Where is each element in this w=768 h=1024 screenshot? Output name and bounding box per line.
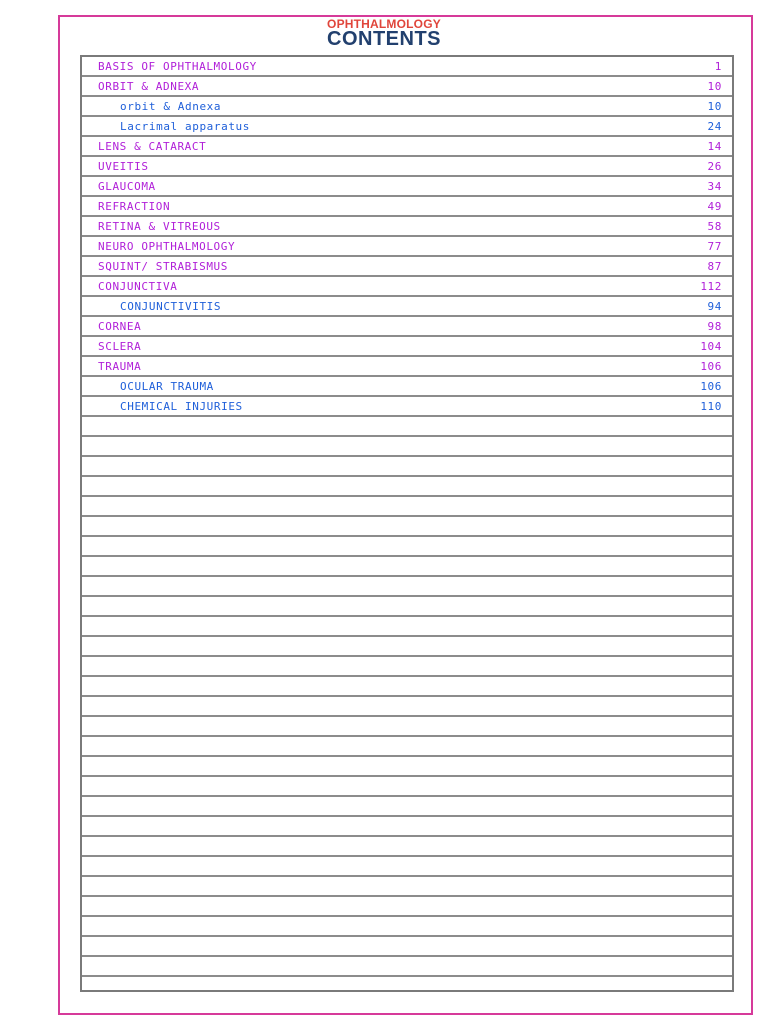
entry-page-number: 10	[707, 100, 722, 113]
contents-chapter-row	[82, 57, 732, 77]
contents-chapter-row	[82, 157, 732, 177]
entry-title: UVEITIS	[98, 160, 149, 173]
entry-title: CHEMICAL INJURIES	[120, 400, 243, 413]
contents-chapter-row	[82, 257, 732, 277]
entry-title: REFRACTION	[98, 200, 171, 213]
contents-chapter-row	[82, 277, 732, 297]
entry-title: CORNEA	[98, 320, 142, 333]
contents-subtopic-row	[82, 377, 732, 397]
entry-title: CONJUNCTIVA	[98, 280, 178, 293]
entry-title: ORBIT & ADNEXA	[98, 80, 200, 93]
contents-chapter-row	[82, 317, 732, 337]
entry-title: GLAUCOMA	[98, 180, 156, 193]
entry-page-number: 26	[707, 160, 722, 173]
contents-subtopic-row	[82, 97, 732, 117]
entry-title: NEURO OPHTHALMOLOGY	[98, 240, 236, 253]
contents-subtopic-row	[82, 297, 732, 317]
contents-chapter-row	[82, 237, 732, 257]
contents-list	[82, 57, 732, 417]
contents-subtopic-row	[82, 117, 732, 137]
contents-subtopic-row	[82, 397, 732, 417]
entry-title: CONJUNCTIVITIS	[120, 300, 222, 313]
entry-page-number: 58	[707, 220, 722, 233]
entry-page-number: 24	[707, 120, 722, 133]
entry-page-number: 1	[714, 60, 722, 73]
entry-title: SCLERA	[98, 340, 142, 353]
contents-chapter-row	[82, 137, 732, 157]
entry-title: TRAUMA	[98, 360, 142, 373]
entry-page-number: 14	[707, 140, 722, 153]
entry-title: OCULAR TRAUMA	[120, 380, 214, 393]
ruled-contents-sheet	[80, 55, 734, 992]
entry-title: BASIS OF OPHTHALMOLOGY	[98, 60, 257, 73]
contents-chapter-row	[82, 197, 732, 217]
entry-title: orbit & Adnexa	[120, 100, 222, 113]
contents-chapter-row	[82, 337, 732, 357]
subject-title: OPHTHALMOLOGY	[327, 17, 441, 31]
entry-page-number: 94	[707, 300, 722, 313]
contents-chapter-row	[82, 357, 732, 377]
entry-page-number: 49	[707, 200, 722, 213]
entry-page-number: 87	[707, 260, 722, 273]
entry-page-number: 77	[707, 240, 722, 253]
entry-title: SQUINT/ STRABISMUS	[98, 260, 229, 273]
entry-page-number: 106	[700, 360, 722, 373]
entry-page-number: 104	[700, 340, 722, 353]
entry-page-number: 106	[700, 380, 722, 393]
entry-title: RETINA & VITREOUS	[98, 220, 221, 233]
entry-page-number: 98	[707, 320, 722, 333]
entry-page-number: 112	[700, 280, 722, 293]
entry-title: LENS & CATARACT	[98, 140, 207, 153]
page-header	[0, 18, 768, 49]
entry-page-number: 34	[707, 180, 722, 193]
contents-chapter-row	[82, 217, 732, 237]
contents-chapter-row	[82, 177, 732, 197]
entry-page-number: 110	[700, 400, 722, 413]
contents-chapter-row	[82, 77, 732, 97]
entry-title: Lacrimal apparatus	[120, 120, 251, 133]
contents-title: CONTENTS	[327, 28, 441, 50]
entry-page-number: 10	[707, 80, 722, 93]
